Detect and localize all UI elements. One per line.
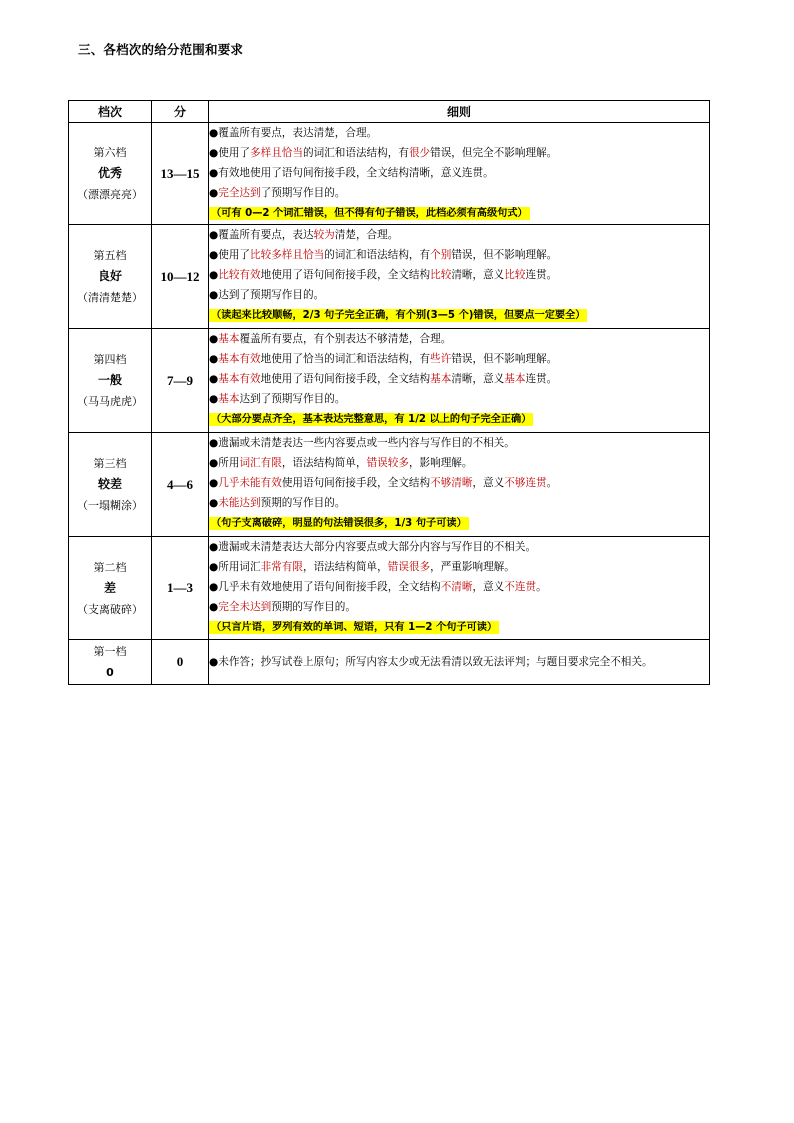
score-range: 10—12 — [152, 225, 209, 329]
level-label: 第四档 — [93, 353, 127, 366]
text-segment: ● — [209, 477, 219, 489]
highlighted-note: （只言片语，罗列有效的单词、短语，只有 1—2 个句子可读） — [211, 622, 498, 633]
scoring-table — [68, 100, 710, 685]
text-segment: ●未作答；抄写试卷上原句；所写内容太少或无法看清以致无法评判；与题目要求完全不相关。 — [209, 656, 653, 668]
text-segment: 地使用了语句间衔接手段，全文结构 — [260, 269, 431, 281]
criteria-cell — [209, 433, 710, 537]
text-segment: ●使用了 — [209, 249, 251, 261]
criteria-line — [209, 652, 709, 672]
highlighted-phrase: 不够连贯 — [504, 477, 547, 489]
criteria-line — [209, 329, 709, 349]
criteria-line — [209, 537, 709, 557]
criteria-note-line — [209, 617, 709, 638]
level-name: 较差 — [97, 477, 122, 491]
highlighted-note: （可有 0—2 个词汇错误，但不得有句子错误，此档必须有高级句式） — [211, 208, 528, 219]
criteria-line — [209, 143, 709, 163]
criteria-cell — [209, 537, 710, 640]
highlighted-phrase: 几乎未能有效 — [218, 477, 282, 489]
text-segment: ，语法结构简单， — [303, 561, 388, 573]
text-segment: 清晰，意义 — [451, 373, 505, 385]
level-nickname: （一塌糊涂） — [77, 499, 143, 512]
highlighted-phrase: 很少 — [408, 147, 431, 159]
level-cell — [69, 329, 152, 433]
criteria-note-line — [209, 409, 709, 430]
header-level: 档次 — [69, 101, 152, 123]
highlighted-phrase: 完全达到 — [218, 187, 261, 199]
text-segment: 清楚，合理。 — [334, 229, 399, 241]
text-segment: ●覆盖所有要点，表达清楚，合理。 — [209, 127, 378, 139]
text-segment: ，语法结构简单， — [281, 457, 367, 469]
score-range: 13—15 — [152, 123, 209, 225]
criteria-note-line — [209, 305, 709, 326]
highlighted-phrase: 较为 — [313, 229, 335, 241]
score-range: 7—9 — [152, 329, 209, 433]
criteria-cell — [209, 329, 710, 433]
text-segment: ●几乎未有效地使用了语句间衔接手段，全文结构 — [209, 581, 441, 593]
criteria-line — [209, 597, 709, 617]
highlighted-phrase: 些许 — [430, 353, 452, 365]
highlighted-phrase: 不够清晰 — [430, 477, 473, 489]
level-cell — [69, 537, 152, 640]
table-row — [69, 329, 710, 433]
highlighted-phrase: 基本 — [504, 373, 526, 385]
header-score: 分 — [152, 101, 209, 123]
criteria-cell — [209, 225, 710, 329]
table-row — [69, 640, 710, 685]
highlighted-phrase: 比较 — [430, 269, 452, 281]
score-range: 1—3 — [152, 537, 209, 640]
level-cell — [69, 123, 152, 225]
text-segment: ● — [209, 333, 219, 345]
level-label: 第二档 — [93, 560, 127, 574]
text-segment: 的词汇和语法结构，有 — [324, 249, 431, 261]
text-segment: ● — [209, 269, 219, 281]
text-segment: 连贯。 — [525, 373, 558, 385]
highlighted-phrase: 基本 — [218, 393, 240, 405]
text-segment: ● — [209, 497, 219, 509]
table-row — [69, 433, 710, 537]
text-segment: ●所用 — [209, 457, 240, 469]
highlighted-phrase: 未能达到 — [218, 497, 261, 509]
criteria-line — [209, 369, 709, 389]
score-range: 4—6 — [152, 433, 209, 537]
text-segment: ●覆盖所有要点，表达 — [209, 229, 314, 241]
level-label: 第一档 — [93, 645, 127, 658]
criteria-line — [209, 557, 709, 577]
text-segment: ，严重影响理解。 — [430, 561, 515, 573]
level-label: 第三档 — [93, 457, 127, 470]
text-segment: 连贯。 — [525, 269, 558, 281]
highlighted-phrase: 比较多样且恰当 — [250, 249, 325, 261]
highlighted-phrase: 多样且恰当 — [250, 147, 303, 159]
criteria-line — [209, 183, 709, 203]
level-nickname: （漂漂亮亮） — [77, 188, 143, 201]
text-segment: 错误，但不影响理解。 — [451, 353, 558, 365]
criteria-line — [209, 163, 709, 183]
level-label: 第六档 — [93, 146, 127, 159]
criteria-line — [209, 123, 709, 143]
text-segment: ● — [209, 353, 219, 365]
table-row — [69, 537, 710, 640]
criteria-line — [209, 225, 709, 245]
highlighted-note: （读起来比较顺畅，2/3 句子完全正确，有个别(3—5 个)错误，但要点一定要全） — [211, 310, 586, 321]
table-row — [69, 225, 710, 329]
text-segment: 预期的写作目的。 — [260, 497, 346, 509]
text-segment: ● — [209, 373, 219, 385]
criteria-line — [209, 473, 709, 493]
highlighted-phrase: 比较有效 — [218, 269, 261, 281]
text-segment: 的词汇和语法结构，有 — [303, 147, 409, 159]
section-heading: 三、各档次的给分范围和要求 — [78, 42, 244, 57]
criteria-note-line — [209, 203, 709, 224]
criteria-line — [209, 285, 709, 305]
highlighted-phrase: 错误很多 — [387, 561, 431, 573]
table-header-row — [69, 101, 710, 123]
level-name: 一般 — [97, 373, 122, 387]
header-details: 细则 — [209, 101, 710, 123]
text-segment: 错误，但不影响理解。 — [451, 249, 558, 261]
text-segment: 使用语句间衔接手段，全文结构 — [281, 477, 431, 489]
text-segment: 清晰，意义 — [451, 269, 505, 281]
highlighted-phrase: 基本有效 — [218, 373, 261, 385]
highlighted-phrase: 词汇有限 — [239, 457, 282, 469]
table-row — [69, 123, 710, 225]
criteria-line — [209, 493, 709, 513]
level-name: 优秀 — [97, 166, 122, 180]
text-segment: ，意义 — [472, 477, 505, 489]
level-name: 良好 — [97, 269, 122, 283]
text-segment: ● — [209, 187, 219, 199]
highlighted-phrase: 基本有效 — [218, 353, 261, 365]
text-segment: ●遗漏或未清楚表达一些内容要点或一些内容与写作目的不相关。 — [209, 437, 515, 449]
criteria-line — [209, 389, 709, 409]
text-segment: ●所用词汇 — [209, 561, 261, 573]
text-segment: ●使用了 — [209, 147, 251, 159]
criteria-line — [209, 349, 709, 369]
text-segment: ，意义 — [472, 581, 505, 593]
highlighted-note: （大部分要点齐全，基本表达完整意思，有 1/2 以上的句子完全正确） — [211, 414, 532, 425]
text-segment: ，影响理解。 — [408, 457, 473, 469]
criteria-line — [209, 577, 709, 597]
level-nickname: （清清楚楚） — [77, 291, 143, 304]
text-segment: 。 — [536, 581, 547, 593]
text-segment: 地使用了语句间衔接手段，全文结构 — [260, 373, 431, 385]
highlighted-phrase: 基本 — [430, 373, 452, 385]
text-segment: 覆盖所有要点，有个别表达不够清楚，合理。 — [239, 333, 452, 345]
highlighted-phrase: 非常有限 — [260, 561, 303, 573]
text-segment: 达到了预期写作目的。 — [239, 393, 346, 405]
level-number: 0 — [106, 666, 114, 679]
highlighted-note: （句子支离破碎，明显的句法错误很多，1/3 句子可读） — [211, 518, 467, 529]
score-range: 0 — [152, 640, 209, 685]
highlighted-phrase: 不清晰 — [440, 581, 473, 593]
text-segment: ●遗漏或未清楚表达大部分内容要点或大部分内容与写作目的不相关。 — [209, 541, 537, 553]
criteria-cell — [209, 640, 710, 685]
highlighted-phrase: 比较 — [504, 269, 526, 281]
highlighted-phrase: 个别 — [430, 249, 452, 261]
highlighted-phrase: 完全未达到 — [218, 601, 272, 613]
level-cell — [69, 640, 152, 685]
criteria-line — [209, 433, 709, 453]
criteria-cell — [209, 123, 710, 225]
highlighted-phrase: 错误较多 — [366, 457, 409, 469]
text-segment: 预期的写作目的。 — [271, 601, 356, 613]
level-name: 差 — [103, 580, 116, 595]
level-nickname: （支离破碎） — [77, 602, 143, 616]
highlighted-phrase: 不连贯 — [504, 581, 537, 593]
criteria-line — [209, 453, 709, 473]
text-segment: ●达到了预期写作目的。 — [209, 289, 325, 301]
level-cell — [69, 433, 152, 537]
text-segment: ● — [209, 393, 219, 405]
text-segment: 地使用了恰当的词汇和语法结构，有 — [260, 353, 431, 365]
text-segment: ●有效地使用了语句间衔接手段，全文结构清晰，意义连贯。 — [209, 167, 494, 179]
highlighted-phrase: 基本 — [218, 333, 240, 345]
level-cell — [69, 225, 152, 329]
text-segment: 。 — [546, 477, 558, 489]
text-segment: 错误，但完全不影响理解。 — [430, 147, 558, 159]
level-nickname: （马马虎虎） — [77, 395, 143, 408]
criteria-line — [209, 265, 709, 285]
criteria-note-line — [209, 513, 709, 534]
text-segment: ● — [209, 601, 219, 613]
text-segment: 了预期写作目的。 — [260, 187, 346, 199]
level-label: 第五档 — [93, 249, 127, 262]
criteria-line — [209, 245, 709, 265]
